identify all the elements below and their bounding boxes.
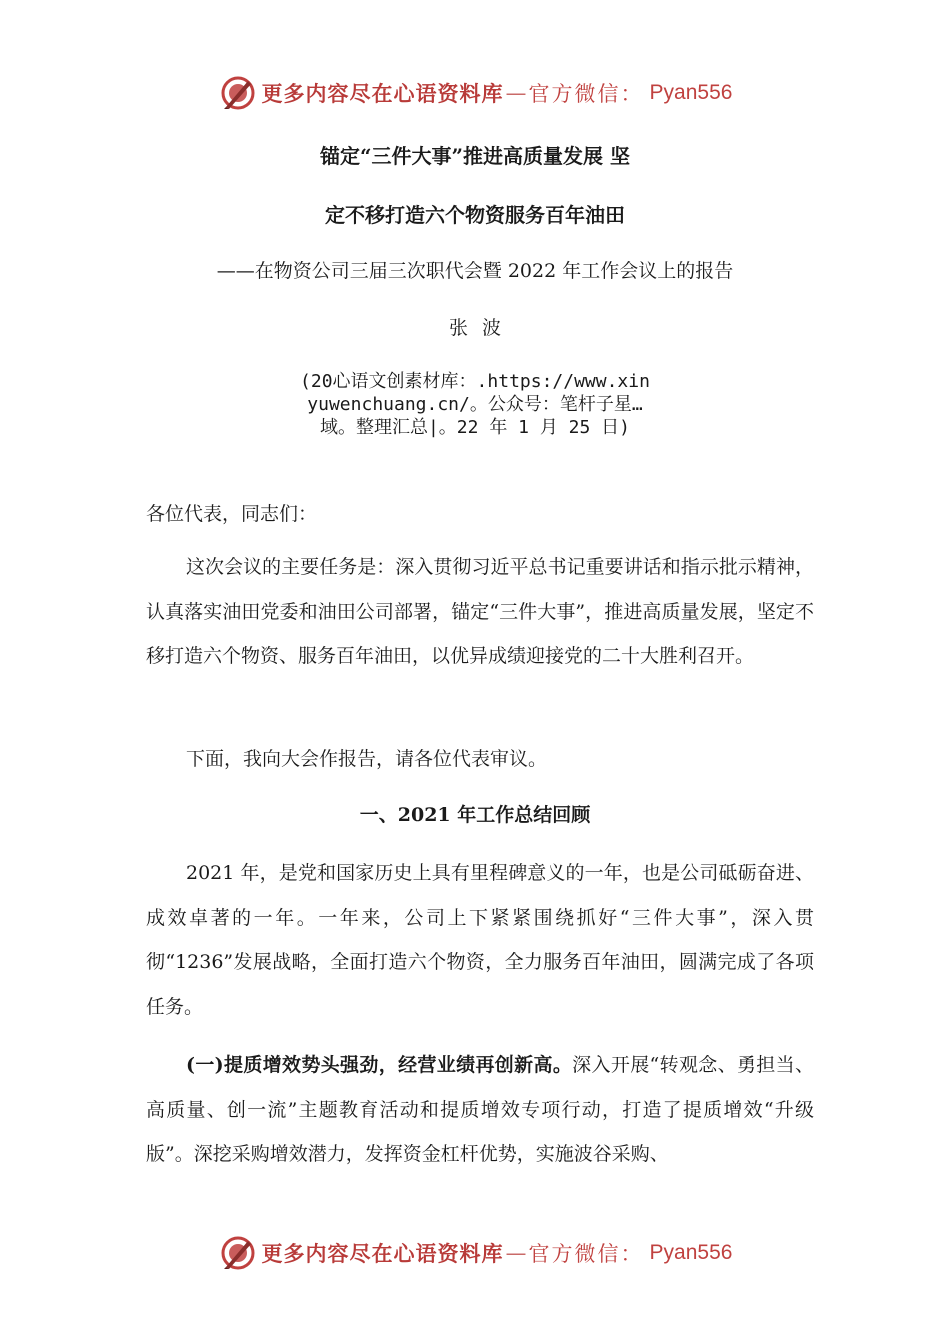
paragraph-1: 这次会议的主要任务是：深入贯彻习近平总书记重要讲话和指示批示精神，认真落实油田党委和油田公司部署，锚定“三件大事”，推进高质量发展，坚定不移打造六个物资、服务百年油田，以优异成绩迎接党的二十大胜利召开。 (146, 556, 814, 667)
banner-wechat-label: 官方微信： (528, 82, 644, 106)
paragraph-4-lead: (一)提质增效势头强劲，经营业绩再创新高。 (186, 1054, 573, 1076)
banner-separator: — (505, 1241, 527, 1265)
banner-wechat-label: 官方微信： (528, 1242, 644, 1266)
paragraph-2: 下面，我向大会作报告，请各位代表审议。 (186, 748, 548, 770)
source-note: (20心语文创素材库：.https://www.xinyuwenchuang.cn/。公众号：笔杆子星…域。整理汇总|。22 年 1 月 25 日) (300, 371, 650, 438)
document-title-line2: 定不移打造六个物资服务百年油田 (325, 203, 625, 227)
document-author: 张波 (448, 317, 515, 339)
banner-text: 更多内容尽在心语资料库 (261, 82, 504, 106)
footer-banner[interactable] (0, 1231, 950, 1275)
banner-wechat-id: Pyan556 (649, 81, 733, 104)
greeting: 各位代表，同志们： (146, 503, 318, 525)
paragraph-3: 2021 年，是党和国家历史上具有里程碑意义的一年，也是公司砥砺奋进、成效卓著的一年。一年来，公司上下紧紧围绕抓好“三件大事”，深入贯彻“1236”发展战略，全面打造六个物资，全力服务百年油田，圆满完成了各项任务。 (146, 862, 814, 1018)
header-banner[interactable] (0, 71, 950, 115)
banner-wechat-id: Pyan556 (649, 1241, 733, 1264)
document-title-line1: 锚定“三件大事”推进高质量发展 坚 (320, 144, 630, 168)
pen-logo-icon (218, 73, 258, 113)
paragraph-4-body: 深入开展“转观念、勇担当、高质量、创一流”主题教育活动和提质增效专项行动，打造了提质增效“升级版”。深挖采购增效潜力，发挥资金杠杆优势，实施波谷采购、 (146, 1054, 814, 1165)
paragraph-4 (146, 1043, 814, 1177)
banner-separator: — (505, 81, 527, 105)
section-heading-1: 一、2021 年工作总结回顾 (359, 804, 591, 826)
banner-text: 更多内容尽在心语资料库 (261, 1242, 504, 1266)
pen-logo-icon (218, 1233, 258, 1273)
document-subtitle: ——在物资公司三届三次职代会暨 2022 年工作会议上的报告 (216, 260, 734, 282)
